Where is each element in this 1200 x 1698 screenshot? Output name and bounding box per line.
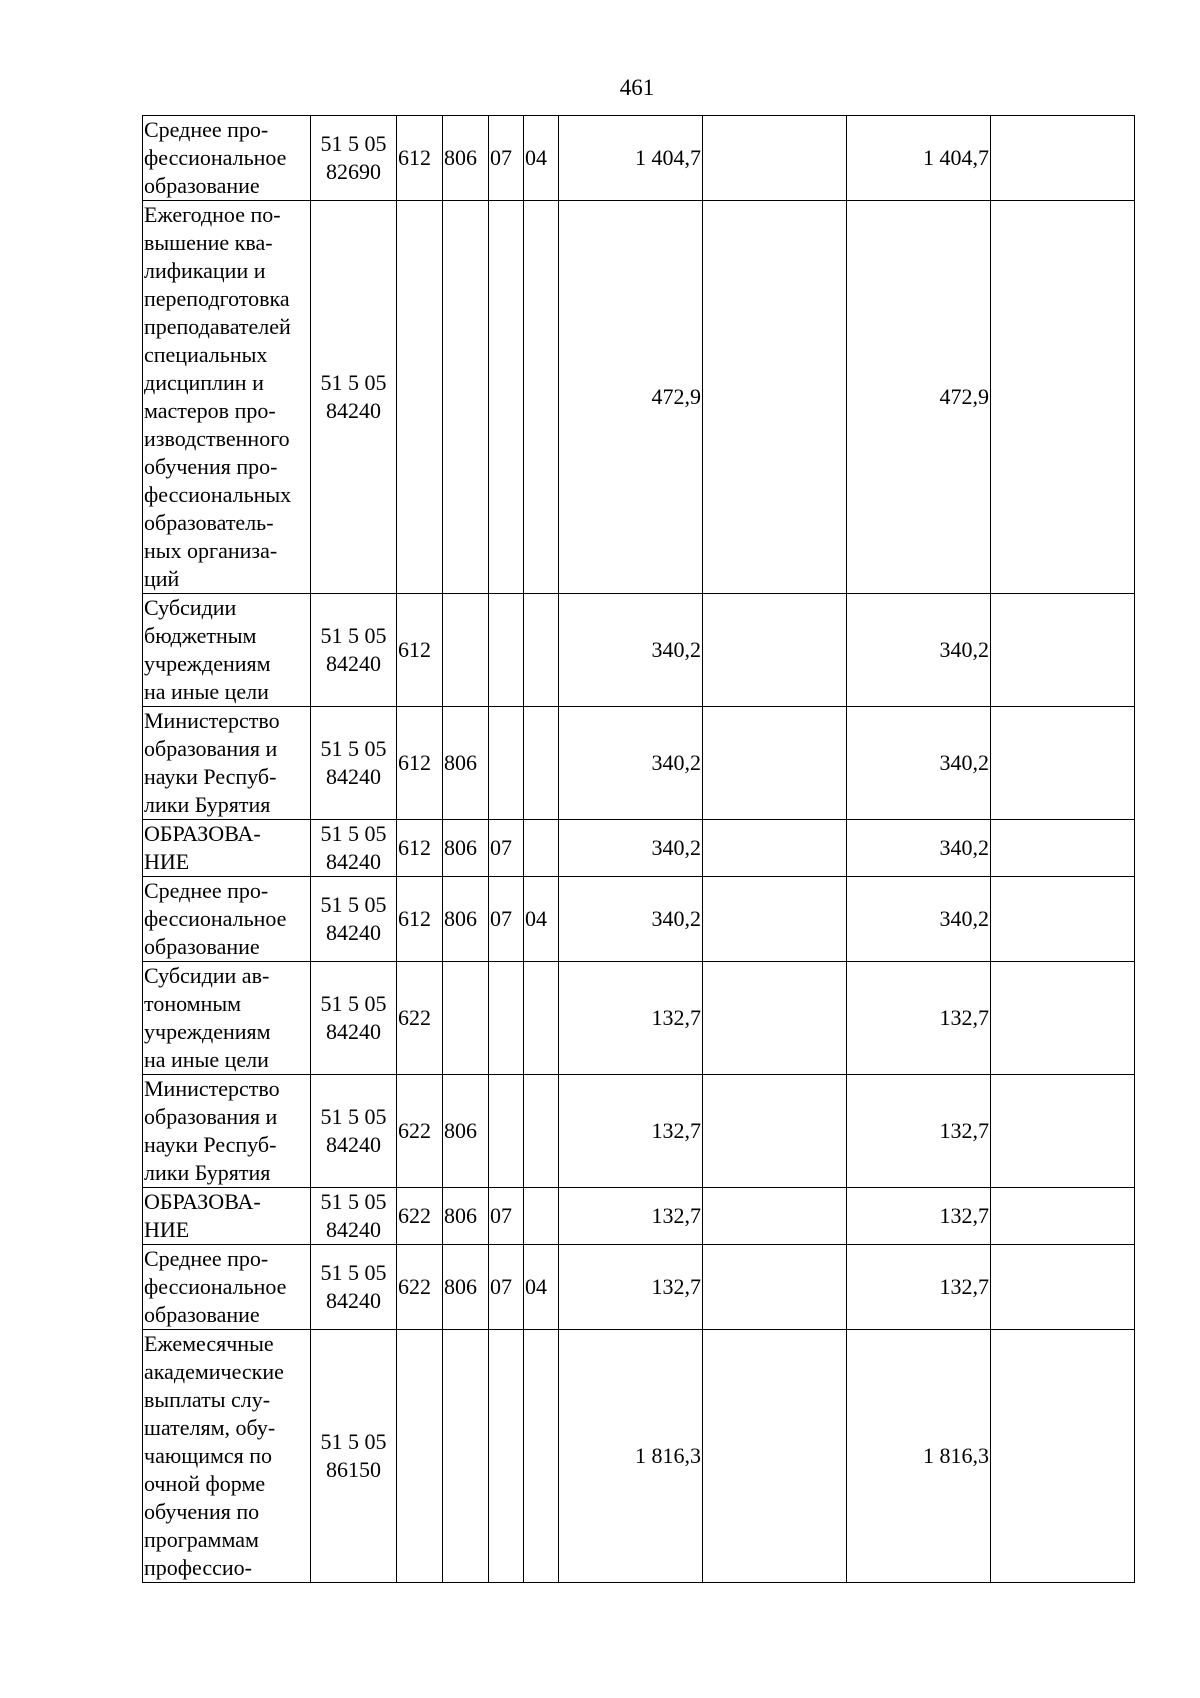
row-grbs (443, 201, 489, 594)
row-code (311, 1245, 397, 1330)
row-name (143, 1075, 311, 1188)
row-name-line: учреждениям (144, 651, 271, 676)
table-row (143, 1245, 1135, 1330)
row-name-line: ОБРАЗОВА- (144, 821, 261, 846)
row-name-line: программам (144, 1527, 259, 1552)
table-row (143, 201, 1135, 594)
row-col-b: 340,2 (847, 820, 991, 877)
row-vr (397, 201, 443, 594)
row-amount: 340,2 (559, 820, 703, 877)
row-rz: 07 (489, 877, 524, 962)
row-pr: 04 (524, 1245, 559, 1330)
row-grbs: 806 (443, 707, 489, 820)
row-code-line: 84240 (326, 1288, 381, 1313)
row-amount: 132,7 (559, 962, 703, 1075)
row-col-c (991, 707, 1135, 820)
row-amount: 340,2 (559, 707, 703, 820)
row-code (311, 1188, 397, 1245)
row-col-b: 132,7 (847, 962, 991, 1075)
row-vr: 612 (397, 116, 443, 201)
row-name-line: науки Респуб- (144, 1132, 277, 1157)
row-name-line: обучения про- (144, 454, 278, 479)
row-grbs: 806 (443, 1245, 489, 1330)
row-name-line: тономным (144, 991, 242, 1016)
row-code-line: 51 5 05 (320, 991, 387, 1016)
row-name-line: фессиональное (144, 906, 287, 931)
row-vr: 622 (397, 1075, 443, 1188)
row-name-line: образование (144, 934, 260, 959)
row-vr: 622 (397, 1245, 443, 1330)
row-code-line: 84240 (326, 398, 381, 423)
row-grbs: 806 (443, 1188, 489, 1245)
row-amount: 340,2 (559, 877, 703, 962)
row-code-line: 82690 (326, 159, 381, 184)
row-pr (524, 820, 559, 877)
row-name-line: вышение ква- (144, 230, 273, 255)
row-name (143, 707, 311, 820)
table-row (143, 877, 1135, 962)
row-col-c (991, 1188, 1135, 1245)
row-rz (489, 1330, 524, 1583)
row-name-line: Ежегодное по- (144, 202, 281, 227)
row-code (311, 1075, 397, 1188)
row-code-line: 84240 (326, 1217, 381, 1242)
row-name-line: Среднее про- (144, 117, 269, 142)
row-pr (524, 1075, 559, 1188)
row-code-line: 51 5 05 (320, 1189, 387, 1214)
row-rz: 07 (489, 1245, 524, 1330)
row-code (311, 594, 397, 707)
row-col-a (703, 1330, 847, 1583)
row-name-line: образование (144, 173, 260, 198)
row-code-line: 84240 (326, 920, 381, 945)
row-pr (524, 962, 559, 1075)
row-amount: 1 816,3 (559, 1330, 703, 1583)
row-amount: 132,7 (559, 1245, 703, 1330)
row-amount: 132,7 (559, 1075, 703, 1188)
row-name-line: НИЕ (144, 1217, 190, 1242)
row-name-line: Министерство (144, 708, 280, 733)
row-vr: 622 (397, 962, 443, 1075)
row-code-line: 51 5 05 (320, 131, 387, 156)
row-code-line: 84240 (326, 1019, 381, 1044)
row-name-line: дисциплин и (144, 370, 264, 395)
row-name (143, 594, 311, 707)
row-pr: 04 (524, 116, 559, 201)
table-body (143, 116, 1135, 1583)
row-pr (524, 594, 559, 707)
row-pr: 04 (524, 877, 559, 962)
table-row (143, 707, 1135, 820)
row-code-line: 51 5 05 (320, 623, 387, 648)
row-code (311, 1330, 397, 1583)
page-number: 461 (619, 75, 655, 100)
row-name-line: образования и (144, 736, 278, 761)
row-code-line: 51 5 05 (320, 1104, 387, 1129)
row-name (143, 820, 311, 877)
row-rz (489, 962, 524, 1075)
row-name-line: НИЕ (144, 849, 190, 874)
row-grbs: 806 (443, 116, 489, 201)
row-col-a (703, 116, 847, 201)
row-name-line: учреждениям (144, 1019, 271, 1044)
row-col-a (703, 1188, 847, 1245)
row-name (143, 1330, 311, 1583)
row-amount: 1 404,7 (559, 116, 703, 201)
row-name-line: Среднее про- (144, 878, 269, 903)
row-name-line: образование (144, 1302, 260, 1327)
row-col-c (991, 201, 1135, 594)
row-name-line: на иные цели (144, 1047, 269, 1072)
row-name (143, 201, 311, 594)
row-col-b: 340,2 (847, 707, 991, 820)
row-col-a (703, 594, 847, 707)
row-name (143, 1245, 311, 1330)
row-name-line: Министерство (144, 1076, 280, 1101)
row-pr (524, 1330, 559, 1583)
row-name-line: очной форме (144, 1471, 266, 1496)
row-col-c (991, 1075, 1135, 1188)
row-name-line: образования и (144, 1104, 278, 1129)
row-grbs: 806 (443, 877, 489, 962)
table-row (143, 1188, 1135, 1245)
row-name-line: переподготовка (144, 286, 290, 311)
row-amount: 340,2 (559, 594, 703, 707)
row-col-b: 1 404,7 (847, 116, 991, 201)
row-name-line: мастеров про- (144, 398, 276, 423)
row-name-line: изводственного (144, 426, 290, 451)
row-grbs (443, 1330, 489, 1583)
row-grbs (443, 594, 489, 707)
row-col-a (703, 707, 847, 820)
row-name-line: науки Респуб- (144, 764, 277, 789)
row-code-line: 51 5 05 (320, 370, 387, 395)
row-name-line: ций (144, 566, 180, 591)
row-pr (524, 707, 559, 820)
row-name-line: ОБРАЗОВА- (144, 1189, 261, 1214)
row-name-line: специальных (144, 342, 268, 367)
row-code-line: 84240 (326, 764, 381, 789)
row-name-line: преподавателей (144, 314, 291, 339)
row-name-line: Ежемесячные (144, 1331, 274, 1356)
row-col-c (991, 116, 1135, 201)
row-rz (489, 707, 524, 820)
row-code (311, 116, 397, 201)
row-col-c (991, 1330, 1135, 1583)
row-vr: 622 (397, 1188, 443, 1245)
row-name-line: лики Бурятия (144, 792, 271, 817)
row-name-line: выплаты слу- (144, 1387, 271, 1412)
row-code-line: 84240 (326, 849, 381, 874)
row-code-line: 86150 (326, 1457, 381, 1482)
table-row (143, 594, 1135, 707)
row-code-line: 51 5 05 (320, 821, 387, 846)
row-rz (489, 1075, 524, 1188)
row-col-c (991, 962, 1135, 1075)
row-col-b: 132,7 (847, 1245, 991, 1330)
table-row (143, 116, 1135, 201)
row-name-line: профессио- (144, 1555, 252, 1580)
row-col-c (991, 594, 1135, 707)
row-rz: 07 (489, 1188, 524, 1245)
row-vr: 612 (397, 594, 443, 707)
table-row (143, 962, 1135, 1075)
row-name-line: ных организа- (144, 538, 278, 563)
row-name-line: фессиональное (144, 145, 287, 170)
row-pr (524, 201, 559, 594)
row-code-line: 51 5 05 (320, 1429, 387, 1454)
row-col-a (703, 962, 847, 1075)
row-code (311, 707, 397, 820)
table-row (143, 820, 1135, 877)
row-name (143, 962, 311, 1075)
row-name-line: обучения по (144, 1499, 260, 1524)
row-amount: 132,7 (559, 1188, 703, 1245)
row-col-a (703, 820, 847, 877)
table-row (143, 1330, 1135, 1583)
row-col-b: 132,7 (847, 1188, 991, 1245)
budget-table (142, 115, 1135, 1583)
row-col-a (703, 877, 847, 962)
row-col-c (991, 1245, 1135, 1330)
row-col-b: 340,2 (847, 594, 991, 707)
row-name-line: Субсидии (144, 595, 237, 620)
row-col-a (703, 1075, 847, 1188)
row-name-line: лики Бурятия (144, 1160, 271, 1185)
row-rz: 07 (489, 116, 524, 201)
row-code (311, 877, 397, 962)
row-col-b: 472,9 (847, 201, 991, 594)
row-vr: 612 (397, 877, 443, 962)
row-grbs (443, 962, 489, 1075)
row-name-line: чающимся по (144, 1443, 273, 1468)
row-col-c (991, 820, 1135, 877)
row-code (311, 820, 397, 877)
row-grbs: 806 (443, 1075, 489, 1188)
row-name (143, 877, 311, 962)
row-col-a (703, 201, 847, 594)
row-name-line: академические (144, 1359, 284, 1384)
row-name-line: шателям, обу- (144, 1415, 276, 1440)
row-code-line: 51 5 05 (320, 892, 387, 917)
row-col-b: 1 816,3 (847, 1330, 991, 1583)
row-amount: 472,9 (559, 201, 703, 594)
row-code-line: 84240 (326, 651, 381, 676)
row-grbs: 806 (443, 820, 489, 877)
row-name-line: фессиональных (144, 482, 292, 507)
row-code-line: 51 5 05 (320, 736, 387, 761)
row-pr (524, 1188, 559, 1245)
row-code (311, 201, 397, 594)
row-vr: 612 (397, 707, 443, 820)
row-rz (489, 594, 524, 707)
row-name-line: Субсидии ав- (144, 963, 270, 988)
row-col-b: 132,7 (847, 1075, 991, 1188)
row-name-line: образователь- (144, 510, 274, 535)
row-rz: 07 (489, 820, 524, 877)
row-name (143, 116, 311, 201)
table-row (143, 1075, 1135, 1188)
row-code-line: 84240 (326, 1132, 381, 1157)
row-code (311, 962, 397, 1075)
row-name-line: фессиональное (144, 1274, 287, 1299)
row-code-line: 51 5 05 (320, 1260, 387, 1285)
row-col-a (703, 1245, 847, 1330)
row-name-line: на иные цели (144, 679, 269, 704)
row-rz (489, 201, 524, 594)
row-col-b: 340,2 (847, 877, 991, 962)
row-name-line: бюджетным (144, 623, 257, 648)
row-name (143, 1188, 311, 1245)
row-name-line: Среднее про- (144, 1246, 269, 1271)
row-col-c (991, 877, 1135, 962)
row-vr: 612 (397, 820, 443, 877)
row-vr (397, 1330, 443, 1583)
row-name-line: лификации и (144, 258, 266, 283)
